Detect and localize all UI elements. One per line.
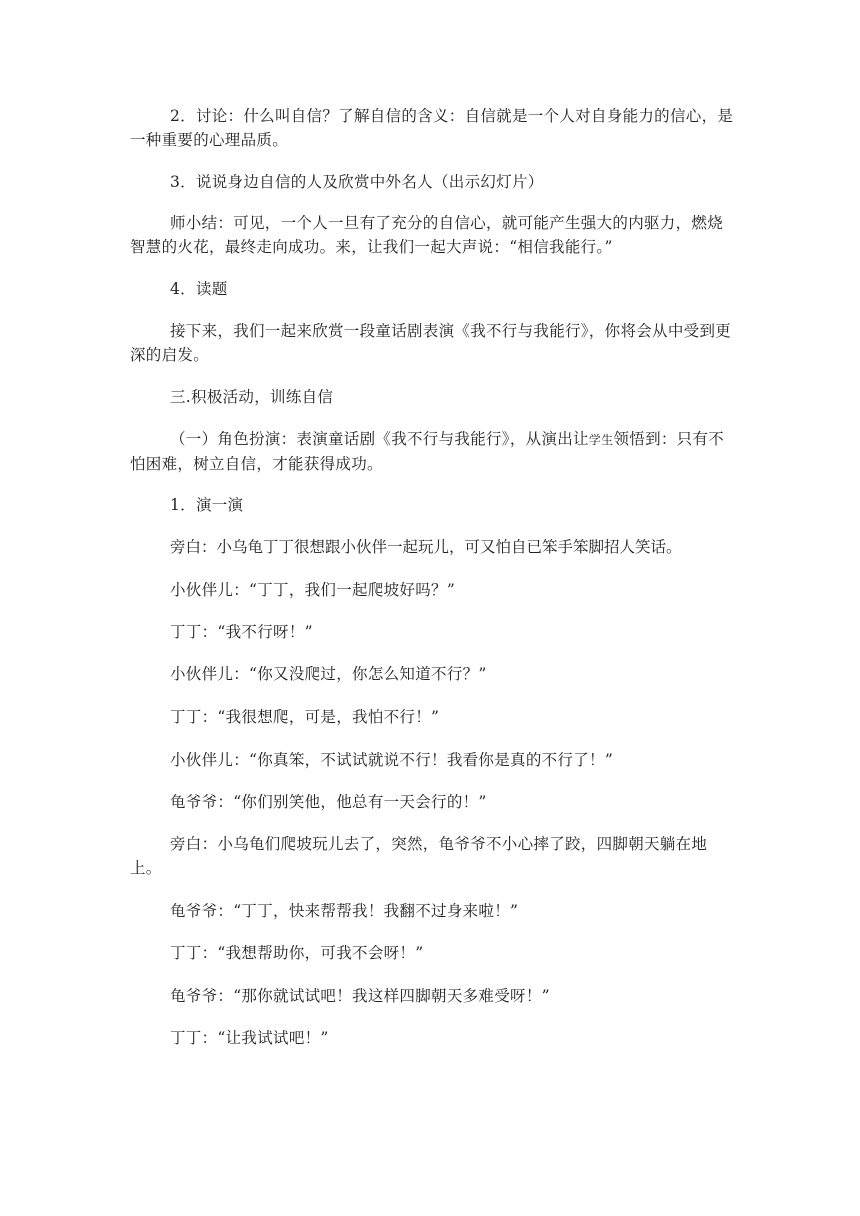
role-play-text-part2: 领悟到：只有不怕困难，树立自信，才能获得成功。 bbox=[130, 430, 725, 473]
dialogue-line-9: 龟爷爷：“那你就试试吧！我这样四脚朝天多难受呀！” bbox=[170, 987, 550, 1005]
dialogue-line-2: 丁丁：“我不行呀！” bbox=[170, 623, 313, 641]
dialogue-line-7: 龟爷爷：“丁丁，快来帮帮我！我翻不过身来啦！” bbox=[170, 902, 519, 920]
paragraph-act-it-out: 1．演一演 bbox=[170, 496, 244, 514]
paragraph-narration-1: 旁白：小乌龟丁丁很想跟小伙伴一起玩儿，可又怕自已笨手笨脚招人笑话。 bbox=[170, 538, 682, 556]
dialogue-line-3: 小伙伴儿：“你又没爬过，你怎么知道不行？” bbox=[170, 665, 487, 683]
dialogue-line-1: 小伙伴儿：“丁丁，我们一起爬坡好吗？” bbox=[170, 581, 456, 599]
dialogue-line-10: 丁丁：“让我试试吧！” bbox=[170, 1029, 329, 1047]
dialogue-line-8: 丁丁：“我想帮助你，可我不会呀！” bbox=[170, 944, 424, 962]
role-play-small-word: 学生 bbox=[588, 433, 614, 447]
paragraph-teacher-summary: 师小结：可见，一个人一旦有了充分的自信心，就可能产生强大的内驱力，燃烧智慧的火花，最终走向成功。来，让我们一起大声说：“相信我能行。” bbox=[130, 214, 724, 256]
dialogue-line-4: 丁丁：“我很想爬，可是，我怕不行！” bbox=[170, 708, 440, 726]
role-play-text-part1: （一）角色扮演：表演童话剧《我不行与我能行》，从演出让 bbox=[170, 430, 589, 448]
paragraph-confident-people: 3．说说身边自信的人及欣赏中外名人（出示幻灯片） bbox=[170, 173, 544, 191]
paragraph-role-play bbox=[130, 427, 734, 476]
paragraph-narration-2: 旁白：小乌龟们爬坡玩儿去了，突然，龟爷爷不小心摔了跤，四脚朝天躺在地上。 bbox=[130, 835, 708, 877]
paragraph-read-title: 4．读题 bbox=[170, 280, 228, 298]
paragraph-appreciate-drama: 接下来，我们一起来欣赏一段童话剧表演《我不行与我能行》，你将会从中受到更深的启发。 bbox=[130, 322, 732, 364]
section-heading-activities: 三.积极活动，训练自信 bbox=[170, 388, 334, 406]
paragraph-discussion-confidence: 2．讨论：什么叫自信？了解自信的含义：自信就是一个人对自身能力的信心，是一种重要的心理品质。 bbox=[130, 107, 734, 149]
dialogue-line-6: 龟爷爷：“你们别笑他，他总有一天会行的！” bbox=[170, 793, 487, 811]
dialogue-line-5: 小伙伴儿：“你真笨，不试试就说不行！我看你是真的不行了！” bbox=[170, 751, 614, 769]
